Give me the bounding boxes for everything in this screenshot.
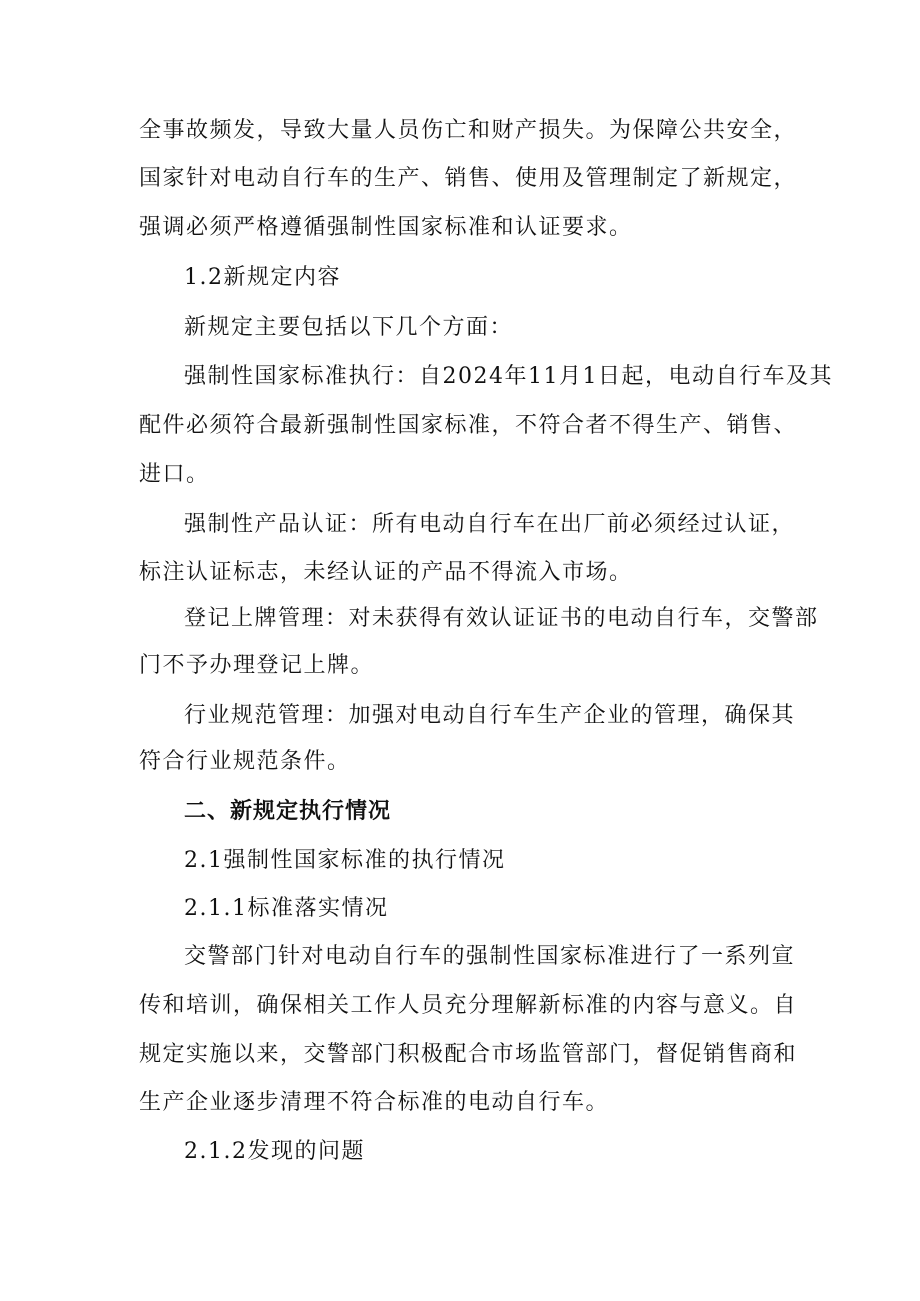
paragraph-2-1-1-line: 传和培训，确保相关工作人员充分理解新标准的内容与意义。自 [139,993,798,1018]
item-registration-line: 门不予办理登记上牌。 [139,653,375,678]
paragraph-2-1-1-line: 规定实施以来，交警部门积极配合市场监管部门，督促销售商和 [139,1042,798,1067]
item-industry-line: 行业规范管理：加强对电动自行车生产企业的管理，确保其 [184,703,796,728]
section-2-1-1-title: 2.1.1标准落实情况 [184,896,389,921]
section-1-2-title: 1.2新规定内容 [184,265,341,290]
paragraph-2-1-1-line: 生产企业逐步清理不符合标准的电动自行车。 [139,1090,610,1115]
body-text-line: 国家针对电动自行车的生产、销售、使用及管理制定了新规定， [139,166,798,191]
body-text-line: 全事故频发，导致大量人员伤亡和财产损失。为保障公共安全， [139,118,798,143]
section-1-2-lead: 新规定主要包括以下几个方面： [184,315,514,340]
item-certification-line: 标注认证标志，未经认证的产品不得流入市场。 [139,560,633,585]
body-text-line: 强调必须严格遵循强制性国家标准和认证要求。 [139,215,633,240]
item-certification-line: 强制性产品认证：所有电动自行车在出厂前必须经过认证， [184,512,796,537]
item-industry-line: 符合行业规范条件。 [139,749,351,774]
paragraph-2-1-1-line: 交警部门针对电动自行车的强制性国家标准进行了一系列宣 [184,944,796,969]
item-registration-line: 登记上牌管理：对未获得有效认证证书的电动自行车，交警部 [184,606,819,631]
item-standard-line: 进口。 [139,462,210,487]
item-standard-line: 强制性国家标准执行：自2024年11月1日起，电动自行车及其 [184,364,833,389]
section-2-1-title: 2.1强制性国家标准的执行情况 [184,848,506,873]
item-standard-line: 配件必须符合最新强制性国家标准，不符合者不得生产、销售、 [139,413,798,438]
section-2-1-2-title: 2.1.2发现的问题 [184,1139,365,1164]
section-2-heading: 二、新规定执行情况 [184,799,392,824]
